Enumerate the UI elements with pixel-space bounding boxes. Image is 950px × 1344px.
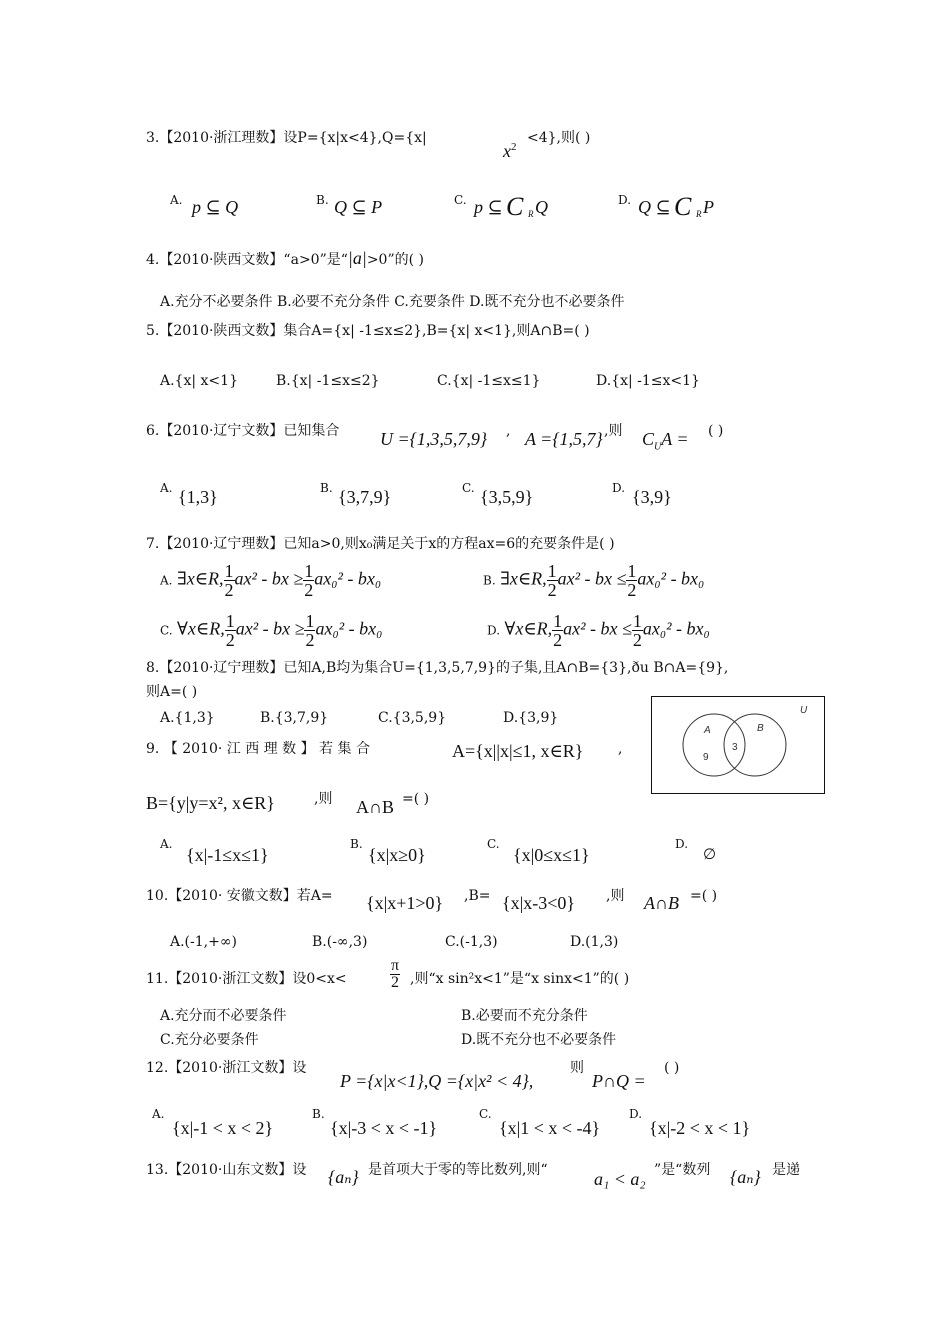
venn-label-b: B (757, 723, 764, 734)
q11-option-b[interactable]: B.必要而不充分条件 (461, 1008, 588, 1024)
q8-stem-line2: 则A=( ) (146, 684, 198, 700)
q3-stem-a: 3.【2010·浙江理数】设P={x|x<4},Q={x| (146, 130, 427, 146)
q8-option-b[interactable]: B.{3,7,9} (260, 710, 329, 726)
q10-ab: A∩B (644, 893, 679, 913)
q13-seq-2: {aₙ} (730, 1167, 761, 1187)
q6-set-a: A ={1,5,7} (525, 429, 603, 449)
q5-option-a[interactable]: A.{x| x<1} (160, 373, 238, 389)
q8-option-c[interactable]: C.{3,5,9} (378, 710, 447, 726)
q5-stem: 5.【2010·陕西文数】集合A={x| -1≤x≤2},B={x| x<1},则A∩B=( ) (146, 323, 590, 339)
q10-option-b[interactable]: B.(-∞,3) (312, 934, 368, 950)
q13-seq: {aₙ} (328, 1167, 359, 1187)
q10-stem: 10.【2010· 安徽文数】若A= (146, 888, 333, 904)
q7-option-d[interactable]: D. ∀x∈R, $\frac{1}{2}$ ax² - bx ≤ $\frac{1}{2}$ ax₀² - bx₀ (487, 611, 710, 650)
venn-label-a: A (704, 725, 711, 736)
q10-set-a: {x|x+1>0} (366, 893, 444, 913)
q13-stem: 13.【2010·山东文数】设 (146, 1162, 307, 1178)
q3-x-squared: $x^2$ (503, 141, 517, 161)
q13-stem-c: ”是“数列 (654, 1162, 711, 1178)
q9-then: ,则 (314, 791, 333, 807)
q5-option-c[interactable]: C.{x| -1≤x≤1} (437, 373, 541, 389)
q11-option-d[interactable]: D.既不充分也不必要条件 (461, 1032, 617, 1048)
q7-option-a[interactable]: A. ∃x∈R, $\frac{1}{2}$ ax² - bx ≥ $\frac{1}{2}$ ax₀² - bx₀ (160, 561, 382, 600)
q8-option-a[interactable]: A.{1,3} (160, 710, 215, 726)
q10-option-d[interactable]: D.(1,3) (570, 934, 619, 950)
q10-then: ,则 (606, 888, 625, 904)
venn-value-a-only: 9 (703, 752, 709, 763)
q6-sep: , (506, 423, 511, 439)
q10-eq: =( ) (690, 888, 718, 904)
q12-stem: 12.【2010·浙江文数】设 (146, 1060, 307, 1076)
q9-set-b: B={y|y=x², x∈R} (146, 793, 275, 813)
q12-then: 则 (570, 1060, 584, 1076)
q9-eq: =( ) (402, 791, 430, 807)
q10-set-b: {x|x-3<0} (502, 893, 576, 913)
venn-value-intersection: 3 (732, 742, 738, 753)
q10-option-a[interactable]: A.(-1,+∞) (170, 934, 237, 950)
q9-set-a: A={x||x|≤1, x∈R} (452, 741, 584, 761)
q8-option-d[interactable]: D.{3,9} (503, 710, 559, 726)
q4-stem: 4.【2010·陕西文数】“a>0”是“|a|>0”的( ) (146, 248, 424, 268)
q3-stem (146, 131, 427, 145)
q5-option-b[interactable]: B.{x| -1≤x≤2} (276, 373, 380, 389)
q11-option-c[interactable]: C.充分必要条件 (160, 1032, 259, 1048)
q9-ab: A∩B (356, 797, 395, 817)
venn-diagram (651, 696, 825, 794)
q12-paren: ( ) (664, 1060, 680, 1076)
q11-stem: 11.【2010·浙江文数】设0<x< (146, 971, 347, 987)
q9-comma: , (618, 741, 623, 757)
q8-stem-line1: 8.【2010·辽宁理数】已知A,B均为集合U={1,3,5,7,9}的子集,且A∩B={3},ðu B∩A={9}, (146, 660, 729, 676)
q13-cond: a₁ < a₂ (594, 1169, 646, 1189)
q9-stem: 9. 【 2010· 江 西 理 数 】 若 集 合 (146, 741, 370, 757)
q6-stem: 6.【2010·辽宁文数】已知集合 (146, 423, 340, 439)
q12-pq: P∩Q = (592, 1071, 646, 1091)
venn-svg (652, 697, 824, 793)
q5-option-d[interactable]: D.{x| -1≤x<1} (596, 373, 700, 389)
venn-label-u: U (800, 705, 808, 716)
q6-cua: $C_UA$ = (642, 429, 689, 453)
q13-stem-d: 是递 (772, 1162, 800, 1178)
q11-pi-frac: $\frac{\pi}{2}$ (391, 957, 400, 991)
q7-option-b[interactable]: B. ∃x∈R, $\frac{1}{2}$ ax² - bx ≤ $\frac{1}{2}$ ax₀² - bx₀ (483, 561, 705, 600)
q7-option-c[interactable]: C. ∀x∈R, $\frac{1}{2}$ ax² - bx ≥ $\frac{1}{2}$ ax₀² - bx₀ (160, 611, 383, 650)
q4-options[interactable]: A.充分不必要条件 B.必要不充分条件 C.充要条件 D.既不充分也不必要条件 (160, 294, 625, 310)
q6-set-u: U ={1,3,5,7,9} (380, 429, 488, 449)
q13-stem-b: 是首项大于零的等比数列,则“ (368, 1162, 548, 1178)
q10-mid: ,B= (464, 888, 491, 904)
q12-expr: P ={x|x<1},Q ={x|x² < 4}, (340, 1071, 534, 1091)
q10-option-c[interactable]: C.(-1,3) (445, 934, 498, 950)
q6-then: ,则 (604, 423, 623, 439)
q11-option-a[interactable]: A.充分而不必要条件 (160, 1008, 287, 1024)
q7-stem: 7.【2010·辽宁理数】已知a>0,则x₀满足关于x的方程ax=6的充要条件是( ) (146, 536, 615, 552)
q11-stem-b: ,则“x sin²x<1”是“x sinx<1”的( ) (410, 971, 630, 987)
q6-paren: ( ) (708, 423, 724, 439)
q3-stem-b: <4},则( ) (527, 130, 591, 146)
